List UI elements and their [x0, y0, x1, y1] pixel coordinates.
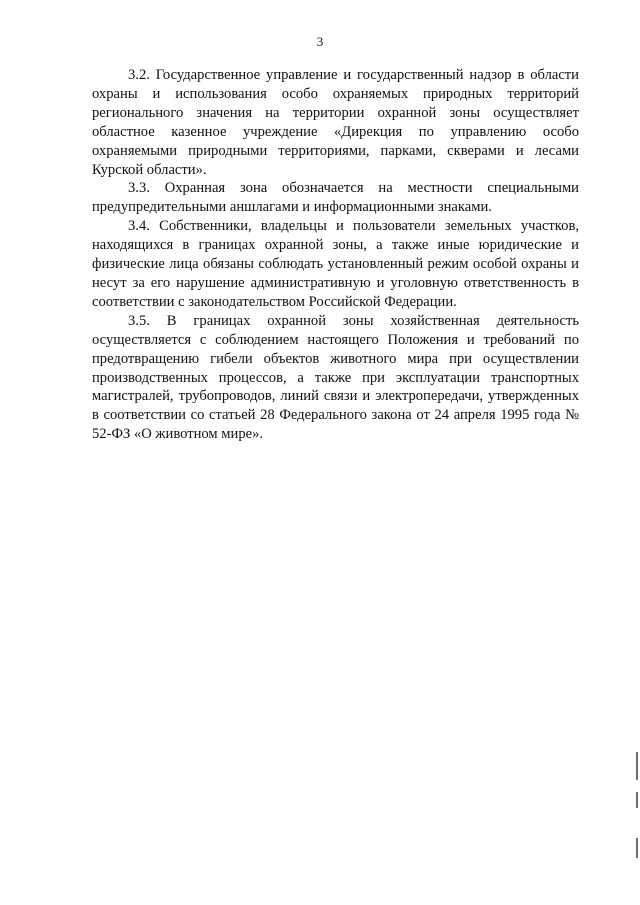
scan-edge-mark — [636, 838, 638, 858]
paragraph-3-2: 3.2. Государственное управление и государственный надзор в области охраны и использования особо охраняемых природных территорий регионального значения на территории охранной зоны осуществляет областное казенное учреждение «Дирекция по управлению особо охраняемыми природными территориями, парками, скверами и лесами Курской области». — [92, 67, 579, 178]
paragraph-3-5: 3.5. В границах охранной зоны хозяйственная деятельность осуществляется с соблюдением настоящего Положения и требований по предотвращению гибели объектов животного мира при осуществлении производственных процессов, а также при эксплуатации транспортных магистралей, трубопроводов, линий связи и электропередачи, утвержденных в соответствии со статьей 28 Федерального закона от 24 апреля 1995 года № 52-ФЗ «О животном мире». — [92, 312, 579, 443]
page-number: 3 — [316, 34, 324, 49]
scan-edge-mark — [636, 752, 638, 780]
document-body — [92, 66, 579, 444]
paragraph-3-4: 3.4. Собственники, владельцы и пользователи земельных участков, находящихся в границах охранной зоны, а также иные юридические и физические лица обязаны соблюдать установленный режим особой охраны и несут за его нарушение административную и уголовную ответственность в соответствии с законодательством Российской Федерации. — [92, 218, 579, 310]
paragraph-3-3: 3.3. Охранная зона обозначается на местности специальными предупредительными аншлагами и информационными знаками. — [92, 180, 579, 216]
scan-edge-mark — [636, 792, 638, 808]
